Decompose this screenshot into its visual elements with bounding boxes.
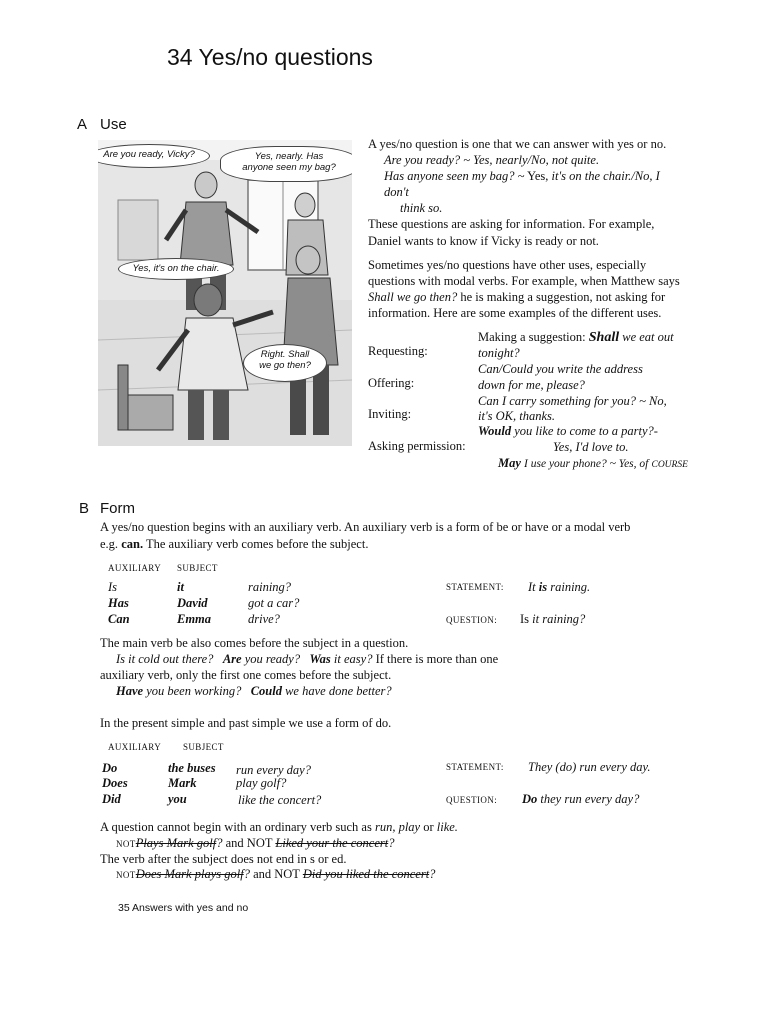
- section-a-heading: Use: [100, 116, 127, 133]
- could-rest: we have done better?: [285, 684, 392, 698]
- a-uses-line4: information. Here are some examples of the different uses.: [368, 306, 662, 320]
- t2-row2-subj: Mark: [168, 776, 197, 790]
- ex2-question: Has anyone seen my bag? ~: [384, 169, 525, 183]
- permission-may: May: [498, 456, 521, 470]
- t2-row3-rest: like the concert?: [238, 793, 322, 807]
- footer-crossref: 35 Answers with yes and no: [118, 902, 249, 914]
- t1-row3-aux: Can: [108, 612, 130, 626]
- suggestion-row: [478, 330, 674, 346]
- a-example-2: [384, 169, 660, 184]
- intro2-rest: The auxiliary verb comes before the subject.: [145, 537, 369, 551]
- t2-row1-rest: run every day?: [236, 763, 311, 777]
- t2-question-do: Do: [522, 792, 538, 806]
- permission-line: [498, 456, 688, 471]
- t2-question-label: QUESTION:: [446, 795, 498, 805]
- t2-question: [522, 792, 639, 807]
- illustration: [98, 140, 352, 446]
- b-aux-line: auxiliary verb, only the first one comes before the subject.: [100, 668, 392, 682]
- a-uses-line3: [368, 290, 665, 305]
- t1-statement-is: is: [538, 580, 548, 594]
- illustration-drawing: [98, 140, 352, 446]
- a-intro: A yes/no question is one that we can answer with yes or no.: [368, 137, 667, 151]
- suggestion-shall: Shall: [588, 330, 620, 345]
- t1-col-subject: SUBJECT: [177, 563, 218, 573]
- t1-row1-rest: raining?: [248, 580, 292, 594]
- intro2-eg: e.g.: [100, 537, 119, 551]
- permission-course: COURSE: [651, 460, 688, 470]
- section-a-letter: A: [77, 116, 88, 133]
- a-info-line2: Daniel wants to know if Vicky is ready or not.: [368, 234, 599, 248]
- t2-row3-subj: you: [168, 792, 187, 806]
- shall-example: Shall we go then?: [368, 290, 458, 304]
- ex2-rest: it's on the chair./No, I: [551, 169, 660, 183]
- t1-question-is: Is: [520, 612, 530, 626]
- bubble-2-line1: Yes, nearly. Has: [254, 151, 324, 162]
- ordinary-or: or: [423, 820, 434, 834]
- offering-line2: it's OK, thanks.: [478, 409, 555, 423]
- intro2-can: can.: [121, 537, 144, 551]
- suggestion-rest: we eat out: [622, 330, 674, 344]
- t2-col-auxiliary: AUXILIARY: [108, 742, 162, 752]
- t2-question-rest: they run every day?: [540, 792, 640, 806]
- t1-col-auxiliary: AUXILIARY: [108, 563, 162, 573]
- be-ex1: Is it cold out there?: [116, 652, 214, 666]
- a-example-2-dont: don't: [384, 185, 409, 199]
- t2-row2-aux: Does: [102, 776, 128, 790]
- b-be-examples: [116, 652, 498, 667]
- a-info-line1: These questions are asking for information. For example,: [368, 217, 655, 231]
- t1-statement: [528, 580, 590, 595]
- t1-row3-subj: Emma: [177, 612, 212, 626]
- b-have-examples: [116, 684, 392, 699]
- a-uses-line2: questions with modal verbs. For example, when Matthew says: [368, 274, 680, 288]
- t1-row2-subj: David: [177, 596, 208, 610]
- not2-and: and NOT: [253, 867, 300, 881]
- inviting-rest: you like to come to a party?-: [514, 424, 658, 438]
- t1-row3-rest: drive?: [248, 612, 280, 626]
- label-permission: Asking permission:: [368, 439, 466, 453]
- t1-question-rest: it raining?: [532, 612, 586, 626]
- be-was: Was: [309, 652, 331, 666]
- offering-line1: Can I carry something for you? ~ No,: [478, 394, 667, 408]
- t2-statement: They (do) run every day.: [528, 760, 651, 774]
- be-more: If there is more than one: [375, 652, 499, 666]
- bubble-2-line2: anyone seen my bag?: [242, 162, 336, 173]
- a-example-1: Are you ready? ~ Yes, nearly/No, not quite.: [384, 153, 600, 167]
- t1-row2-rest: got a car?: [248, 596, 300, 610]
- not1-q2: ?: [388, 836, 395, 850]
- suggestion-line2: tonight?: [478, 346, 520, 360]
- b-not-line2: [116, 867, 435, 882]
- have-bold: Have: [116, 684, 144, 698]
- permission-rest: I use your phone? ~ Yes, of: [524, 458, 649, 470]
- bubble-1-text: Are you ready, Vicky?: [103, 149, 195, 160]
- b-intro-line1: A yes/no question begins with an auxiliary verb. An auxiliary verb is a form of be or have or a modal verb: [100, 520, 631, 534]
- label-offering: Offering:: [368, 376, 415, 390]
- not2-label: NOT: [116, 870, 136, 880]
- b-do-intro: In the present simple and past simple we use a form of do.: [100, 716, 392, 730]
- t1-question-label: QUESTION:: [446, 615, 498, 625]
- not2-q: ?: [243, 867, 250, 881]
- bubble-4-line2: we go then?: [259, 360, 311, 371]
- speech-bubble-chair: [118, 258, 234, 280]
- not1-q: ?: [216, 836, 223, 850]
- be-ex3: it easy?: [333, 652, 373, 666]
- ordinary-text: A question cannot begin with an ordinary verb such as: [100, 820, 372, 834]
- not2-strike2: Did you liked the concert: [302, 867, 430, 881]
- t2-col-subject: SUBJECT: [183, 742, 224, 752]
- bubble-3-text: Yes, it's on the chair.: [132, 263, 220, 274]
- t2-row3-aux: Did: [102, 792, 121, 806]
- not1-label: NOT: [116, 839, 136, 849]
- bubble-4-line1: Right. Shall: [260, 349, 310, 360]
- ordinary-examples: run, play: [374, 820, 421, 834]
- t2-statement-label: STATEMENT:: [446, 762, 504, 772]
- inviting-would: Would: [478, 424, 512, 438]
- t2-row1-subj: the buses: [168, 761, 216, 775]
- be-are: Are: [222, 652, 242, 666]
- b-verb-after: The verb after the subject does not end in s or ed.: [100, 852, 347, 866]
- be-ex2: you ready?: [244, 652, 301, 666]
- page-title: 34 Yes/no questions: [167, 44, 373, 70]
- t1-statement-it: It: [528, 580, 536, 594]
- label-requesting: Requesting:: [368, 344, 428, 358]
- not2-strike: Does Mark plays golf: [135, 867, 244, 881]
- t1-statement-label: STATEMENT:: [446, 582, 504, 592]
- could-bold: Could: [250, 684, 282, 698]
- t1-row1-aux: Is: [108, 580, 118, 594]
- t1-statement-rest: raining.: [550, 580, 591, 594]
- t1-row1-subj: it: [177, 580, 184, 594]
- b-not-line1: [116, 836, 394, 851]
- not2-q2: ?: [429, 867, 436, 881]
- t2-row2-rest: play golf?: [236, 776, 287, 790]
- t1-row2-aux: Has: [108, 596, 129, 610]
- not1-strike: Plays Mark golf: [135, 836, 217, 850]
- speech-bubble-vicky: [220, 146, 352, 182]
- t2-row1-aux: Do: [102, 761, 118, 775]
- not1-strike2: Liked your the concert: [275, 836, 389, 850]
- label-suggestion: Making a suggestion:: [478, 330, 586, 344]
- t1-question: [520, 612, 585, 627]
- b-intro-line2: [100, 537, 368, 552]
- b-ordinary-line: [100, 820, 458, 835]
- a-uses-line1: Sometimes yes/no questions have other uses, especially: [368, 258, 647, 272]
- have-rest: you been working?: [146, 684, 242, 698]
- label-inviting: Inviting:: [368, 407, 412, 421]
- inviting-line2: Yes, I'd love to.: [553, 440, 629, 454]
- not1-and: and NOT: [225, 836, 273, 850]
- a-example-2-know: think so.: [400, 201, 443, 215]
- ex2-yes: Yes,: [527, 169, 549, 183]
- uses3-rest: he is making a suggestion, not asking for: [460, 290, 666, 304]
- requesting-line1: Can/Could you write the address: [478, 362, 643, 376]
- b-mainverb: The main verb be also comes before the subject in a question.: [100, 636, 409, 650]
- section-b-letter: B: [79, 500, 90, 517]
- speech-bubble-matthew: [243, 344, 327, 382]
- ordinary-like: like.: [436, 820, 458, 834]
- requesting-line2: down for me, please?: [478, 378, 585, 392]
- section-b-heading: Form: [100, 500, 135, 517]
- inviting-line1: [478, 424, 658, 439]
